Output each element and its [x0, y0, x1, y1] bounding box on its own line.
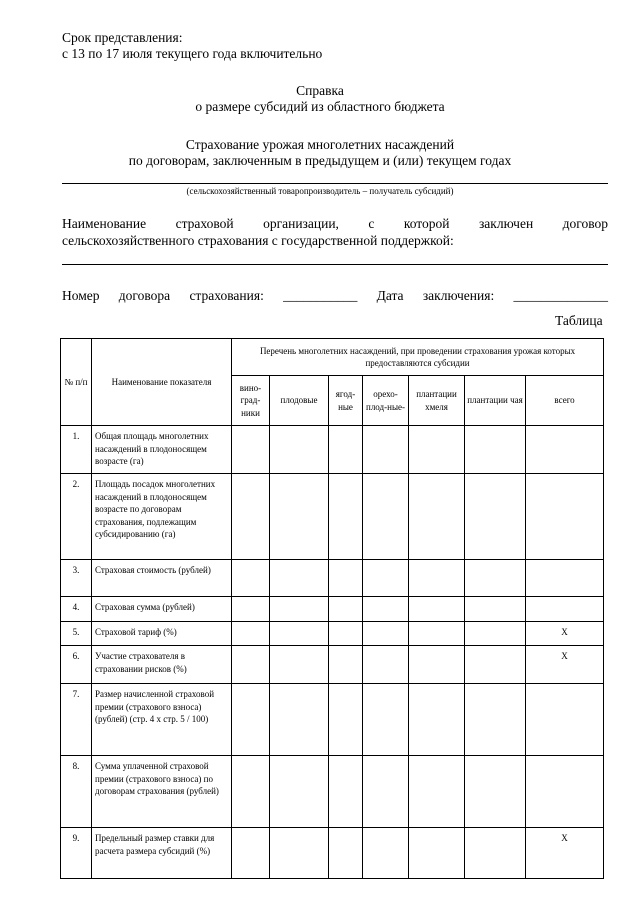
cell-vineyards[interactable]	[232, 560, 270, 597]
cell-hops[interactable]	[409, 684, 465, 756]
cell-berry[interactable]	[329, 646, 363, 684]
table-caption: Таблица	[555, 313, 603, 328]
cell-fruit[interactable]	[270, 597, 329, 622]
cell-tea[interactable]	[465, 622, 526, 646]
cell-fruit[interactable]	[270, 474, 329, 560]
cell-nut[interactable]	[363, 474, 409, 560]
cell-berry[interactable]	[329, 426, 363, 474]
cell-tea[interactable]	[465, 560, 526, 597]
cell-hops[interactable]	[409, 646, 465, 684]
cell-fruit[interactable]	[270, 646, 329, 684]
deadline-value: с 13 по 17 июля текущего года включительно	[62, 46, 323, 61]
cell-berry[interactable]	[329, 684, 363, 756]
header-number: № п/п	[61, 339, 92, 426]
cell-nut[interactable]	[363, 426, 409, 474]
row-number: 9.	[61, 828, 92, 879]
cell-total: X	[526, 646, 604, 684]
header-vineyards: вино-град-ники	[232, 376, 270, 426]
table-row	[61, 646, 604, 684]
table-row	[61, 560, 604, 597]
cell-nut[interactable]	[363, 560, 409, 597]
cell-berry[interactable]	[329, 474, 363, 560]
cell-vineyards[interactable]	[232, 684, 270, 756]
row-number: 5.	[61, 622, 92, 646]
cell-nut[interactable]	[363, 597, 409, 622]
cell-vineyards[interactable]	[232, 474, 270, 560]
row-label: Размер начисленной страховой премии (страхового взноса) (рублей) (стр. 4 x стр. 5 / 100)	[92, 684, 232, 756]
table-row	[61, 622, 604, 646]
row-label: Страховая сумма (рублей)	[92, 597, 232, 622]
header-berry: ягод-ные	[329, 376, 363, 426]
cell-nut[interactable]	[363, 646, 409, 684]
row-number: 7.	[61, 684, 92, 756]
cell-tea[interactable]	[465, 646, 526, 684]
cell-hops[interactable]	[409, 560, 465, 597]
cell-fruit[interactable]	[270, 756, 329, 828]
cell-nut[interactable]	[363, 756, 409, 828]
table-row	[61, 828, 604, 879]
cell-total[interactable]	[526, 756, 604, 828]
cell-total[interactable]	[526, 684, 604, 756]
cell-vineyards[interactable]	[232, 646, 270, 684]
row-number: 4.	[61, 597, 92, 622]
cell-tea[interactable]	[465, 756, 526, 828]
cell-nut[interactable]	[363, 622, 409, 646]
cell-berry[interactable]	[329, 756, 363, 828]
header-hops: плантации хмеля	[409, 376, 465, 426]
cell-nut[interactable]	[363, 684, 409, 756]
cell-total: X	[526, 622, 604, 646]
table-row	[61, 426, 604, 474]
cell-berry[interactable]	[329, 560, 363, 597]
cell-fruit[interactable]	[270, 426, 329, 474]
cell-total[interactable]	[526, 426, 604, 474]
cell-hops[interactable]	[409, 622, 465, 646]
cell-hops[interactable]	[409, 828, 465, 879]
cell-total[interactable]	[526, 597, 604, 622]
cell-total[interactable]	[526, 560, 604, 597]
row-number: 3.	[61, 560, 92, 597]
document-title: Справка	[296, 83, 344, 98]
header-fruit: плодовые	[270, 376, 329, 426]
cell-berry[interactable]	[329, 828, 363, 879]
cell-total[interactable]	[526, 474, 604, 560]
cell-tea[interactable]	[465, 474, 526, 560]
table-row	[61, 474, 604, 560]
row-label: Предельный размер ставки для расчета размера субсидий (%)	[92, 828, 232, 879]
cell-fruit[interactable]	[270, 622, 329, 646]
cell-vineyards[interactable]	[232, 597, 270, 622]
cell-berry[interactable]	[329, 622, 363, 646]
header-tea: плантации чая	[465, 376, 526, 426]
row-label: Страховая стоимость (рублей)	[92, 560, 232, 597]
row-label: Площадь посадок многолетних насаждений в плодоносящем возрасте по договорам страхования, подлежащим субсидированию (га)	[92, 474, 232, 560]
subject-line-2: по договорам, заключенным в предыдущем и (или) текущем годах	[128, 153, 512, 168]
recipient-blank-line[interactable]	[62, 183, 608, 184]
row-number: 2.	[61, 474, 92, 560]
cell-fruit[interactable]	[270, 684, 329, 756]
header-plantation-group: Перечень многолетних насаждений, при проведении страхования урожая которых предоставляются субсидии	[232, 339, 604, 376]
subsidy-table	[60, 338, 604, 879]
document-subtitle: о размере субсидий из областного бюджета	[195, 99, 445, 114]
cell-vineyards[interactable]	[232, 828, 270, 879]
row-label: Сумма уплаченной страховой премии (страхового взноса) по договорам страхования (рублей)	[92, 756, 232, 828]
cell-total: X	[526, 828, 604, 879]
header-indicator: Наименование показателя	[92, 339, 232, 426]
recipient-caption: (сельскохозяйственный товаропроизводитель – получатель субсидий)	[186, 186, 454, 196]
cell-tea[interactable]	[465, 597, 526, 622]
cell-vineyards[interactable]	[232, 426, 270, 474]
cell-hops[interactable]	[409, 756, 465, 828]
cell-tea[interactable]	[465, 684, 526, 756]
row-number: 8.	[61, 756, 92, 828]
row-number: 6.	[61, 646, 92, 684]
deadline-label: Срок представления:	[62, 30, 183, 45]
row-label: Страховой тариф (%)	[92, 622, 232, 646]
subject-line-1: Страхование урожая многолетних насаждений	[185, 137, 455, 152]
cell-hops[interactable]	[409, 426, 465, 474]
insurer-text-line-2: сельскохозяйственного страхования с государственной поддержкой:	[62, 233, 454, 248]
row-label: Участие страхователя в страховании рисков (%)	[92, 646, 232, 684]
contract-line[interactable]: Номер договора страхования: ___________ Дата заключения: ______________	[62, 288, 608, 303]
insurer-text-line-1: Наименование страховой организации, с которой заключен договор	[62, 216, 608, 231]
cell-nut[interactable]	[363, 828, 409, 879]
table-row	[61, 684, 604, 756]
insurer-blank-line[interactable]	[62, 264, 608, 265]
row-label: Общая площадь многолетних насаждений в плодоносящем возрасте (га)	[92, 426, 232, 474]
cell-vineyards[interactable]	[232, 622, 270, 646]
cell-fruit[interactable]	[270, 828, 329, 879]
header-total: всего	[526, 376, 604, 426]
cell-tea[interactable]	[465, 828, 526, 879]
row-number: 1.	[61, 426, 92, 474]
cell-vineyards[interactable]	[232, 756, 270, 828]
cell-hops[interactable]	[409, 597, 465, 622]
cell-berry[interactable]	[329, 597, 363, 622]
cell-hops[interactable]	[409, 474, 465, 560]
cell-tea[interactable]	[465, 426, 526, 474]
table-row	[61, 756, 604, 828]
table-row	[61, 597, 604, 622]
header-nut: орехо-плод-ные-	[363, 376, 409, 426]
cell-fruit[interactable]	[270, 560, 329, 597]
